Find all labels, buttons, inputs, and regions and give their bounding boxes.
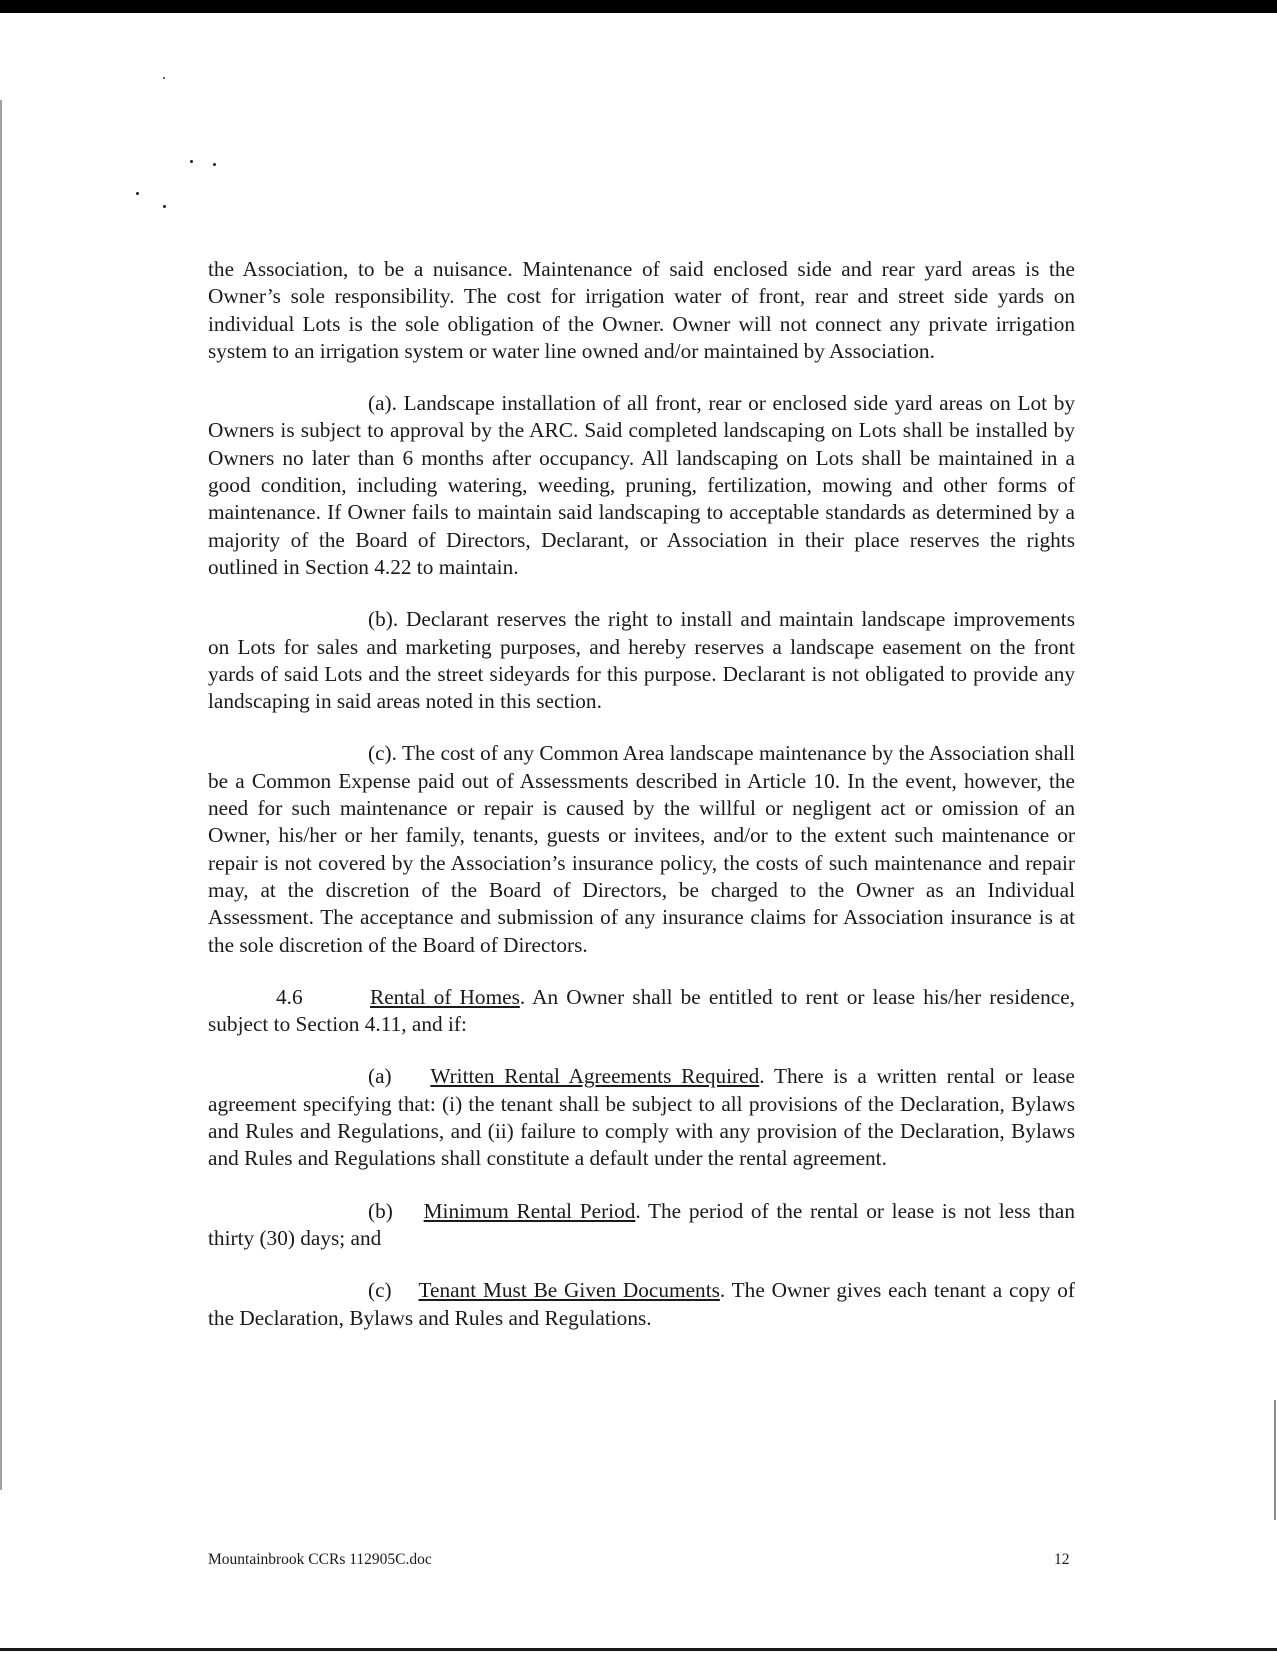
subsection-text: . The Owner gives each tenant a copy of the Declaration, Bylaws and Rules and Regulations. — [208, 1278, 1075, 1330]
scan-top-border — [0, 0, 1277, 13]
subsection-a — [208, 1063, 1075, 1172]
scan-speck — [163, 205, 166, 208]
section-title: Rental of Homes — [370, 984, 520, 1009]
scan-speck — [190, 160, 193, 163]
section-number: 4.6 — [276, 984, 303, 1009]
subsection-title: Minimum Rental Period — [423, 1198, 636, 1223]
subsection-text: . The period of the rental or lease is not less than thirty (30) days; and — [208, 1198, 1075, 1250]
scan-speck — [213, 163, 216, 166]
scan-speck — [163, 77, 165, 79]
subsection-c — [208, 1277, 1075, 1332]
footer-filename: Mountainbrook CCRs 112905C.doc — [208, 1551, 432, 1568]
section-text: . An Owner shall be entitled to rent or lease his/her residence, subject to Section 4.11, and if: — [208, 984, 1075, 1037]
subsection-b — [208, 1198, 1075, 1253]
paragraph-a-landscape-installation: (a). Landscape installation of all front, rear or enclosed side yard areas on Lot by Owners is subject to approval by the ARC. Said completed landscaping on Lots shall be installed by Owners no later than 6 months after occupancy. All landscaping on Lots shall be maintained in a good condition, including watering, weeding, pruning, fertilization, mowing and other forms of maintenance. If Owner fails to maintain said landscaping to acceptable standards as determined by a majority of the Board of Directors, Declarant, or Association in their place reserves the rights outlined in Section 4.22 to maintain. — [208, 391, 1075, 579]
paragraph-b-declarant-landscape: (b). Declarant reserves the right to install and maintain landscape improvements on Lots for sales and marketing purposes, and hereby reserves a landscape easement on the front yards of said Lots and the street sideyards for this purpose. Declarant is not obligated to provide any landscaping in said areas noted in this section. — [208, 607, 1075, 714]
section-4-6 — [208, 984, 1075, 1039]
scan-left-edge — [0, 100, 2, 1490]
subsection-text: . There is a written rental or lease agreement specifying that: (i) the tenant shall be subject to all provisions of the Declaration, Bylaws and Rules and Regulations, and (ii) failure to comply with any provision of the Declaration, Bylaws and Rules and Regulations shall constitute a default under the rental agreement. — [208, 1064, 1075, 1171]
subsection-label: (a) — [368, 1064, 392, 1089]
scan-right-edge — [1274, 1400, 1276, 1520]
scan-speck — [136, 192, 139, 195]
subsection-title: Written Rental Agreements Required — [430, 1064, 760, 1089]
paragraph-continuation: the Association, to be a nuisance. Maintenance of said enclosed side and rear yard areas is the Owner’s sole responsibility. The cost for irrigation water of front, rear and street side yards on individual Lots is the sole obligation of the Owner. Owner will not connect any private irrigation system to an irrigation system or water line owned and/or maintained by Association. — [208, 257, 1075, 363]
footer-page-number: 12 — [1054, 1551, 1070, 1568]
document-body — [208, 256, 1075, 1332]
paragraph-c-common-area-cost: (c). The cost of any Common Area landscape maintenance by the Association shall be a Common Expense paid out of Assessments described in Article 10. In the event, however, the need for such maintenance or repair is caused by the willful or negligent act or omission of an Owner, his/her or her family, tenants, guests or invitees, and/or to the extent such maintenance or repair is not covered by the Association’s insurance policy, the costs of such maintenance and repair may, at the discretion of the Board of Directors, be charged to the Owner as an Individual Assessment. The acceptance and submission of any insurance claims for Association insurance is at the sole discretion of the Board of Directors. — [208, 741, 1075, 957]
subsection-title: Tenant Must Be Given Documents — [418, 1278, 720, 1303]
scan-bottom-border — [0, 1648, 1277, 1651]
subsection-label: (c) — [368, 1278, 392, 1303]
subsection-label: (b) — [368, 1198, 393, 1223]
